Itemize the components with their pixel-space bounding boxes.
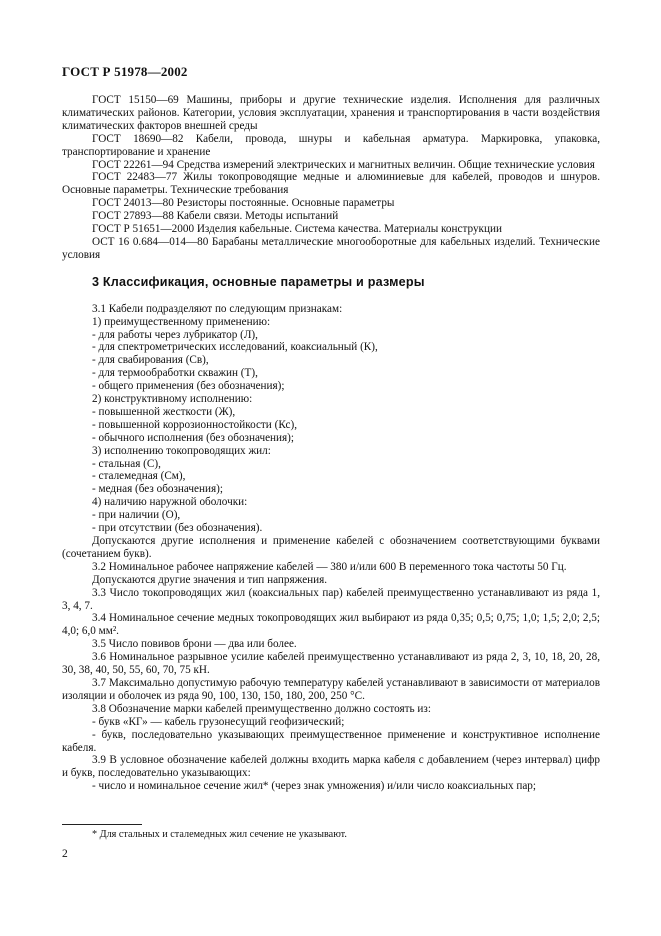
clause-3-8: 3.8 Обозначение марки кабелей преимущественно должно состоять из: bbox=[92, 702, 431, 715]
footnote: * Для стальных и сталемедных жил сечение не указывают. bbox=[92, 829, 347, 840]
list-item: - для термообработки скважин (Т), bbox=[92, 367, 258, 380]
group-3-title: 3) исполнению токопроводящих жил: bbox=[92, 444, 271, 457]
reference-item: ГОСТ 22483—77 Жилы токопроводящие медные и алюминиевые для кабелей, проводов и шнуров. Основные параметры. Технические требования bbox=[62, 171, 600, 197]
list-item: - число и номинальное сечение жил* (через знак умножения) и/или число коаксиальных пар; bbox=[92, 780, 537, 793]
section-title: 3 Классификация, основные параметры и размеры bbox=[92, 274, 425, 289]
reference-item: ОСТ 16 0.684—014—80 Барабаны металлические многооборотные для кабельных изделий. Технические условия bbox=[62, 235, 600, 261]
reference-item: ГОСТ Р 51651—2000 Изделия кабельные. Система качества. Материалы конструкции bbox=[92, 223, 502, 236]
list-item: - для работы через лубрикатор (Л), bbox=[92, 328, 258, 341]
clause-3-2-note: Допускаются другие значения и тип напряжения. bbox=[92, 573, 328, 586]
list-item: - для свабирования (Св), bbox=[92, 354, 209, 367]
list-item: - общего применения (без обозначения); bbox=[92, 380, 285, 393]
group-1-title: 1) преимущественному применению: bbox=[92, 315, 271, 328]
list-item: - повышенной коррозионностойкости (Кс), bbox=[92, 418, 297, 431]
clause-3-5: 3.5 Число повивов брони — два или более. bbox=[92, 638, 297, 651]
group-4-title: 4) наличию наружной оболочки: bbox=[92, 496, 248, 509]
list-item: - букв «КГ» — кабель грузонесущий геофизический; bbox=[92, 715, 345, 728]
reference-item: ГОСТ 15150—69 Машины, приборы и другие технические изделия. Исполнения для различных климатических районов. Категории, условия эксплуатации, хранения и транспортирования в части воздействия климатических факторов внешней среды bbox=[62, 94, 600, 132]
page-number: 2 bbox=[62, 848, 68, 860]
reference-item: ГОСТ 18690—82 Кабели, провода, шнуры и кабельная арматура. Маркировка, упаковка, транспортирование и хранение bbox=[62, 132, 600, 158]
list-item: - стальная (С), bbox=[92, 457, 161, 470]
list-item: - при наличии (О), bbox=[92, 509, 181, 522]
list-item: - медная (без обозначения); bbox=[92, 483, 223, 496]
footnote-divider bbox=[62, 824, 142, 825]
clause-3-6: 3.6 Номинальное разрывное усилие кабелей преимущественно устанавливают из ряда 2, 3, 10, 18, 20, 28, 30, 38, 40, 50, 55, 60, 70, 75 кН. bbox=[62, 651, 600, 677]
clause-3-2: 3.2 Номинальное рабочее напряжение кабелей — 380 и/или 600 В переменного тока частоты 50 Гц. bbox=[92, 560, 567, 573]
reference-item: ГОСТ 24013—80 Резисторы постоянные. Основные параметры bbox=[92, 197, 395, 210]
list-item: - сталемедная (См), bbox=[92, 470, 186, 483]
clause-3-4: 3.4 Номинальное сечение медных токопроводящих жил выбирают из ряда 0,35; 0,5; 0,75; 1,0; 1,5; 2,0; 2,5; 4,0; 6,0 мм². bbox=[62, 612, 600, 638]
list-item: - букв, последовательно указывающих преимущественное применение и конструктивное исполнение кабеля. bbox=[62, 728, 600, 754]
list-item: - при отсутствии (без обозначения). bbox=[92, 522, 263, 535]
clause-3-9: 3.9 В условное обозначение кабелей должны входить марка кабеля с добавлением (через интервал) цифр и букв, последовательно указывающих: bbox=[62, 754, 600, 780]
clause-3-1-intro: 3.1 Кабели подразделяют по следующим признакам: bbox=[92, 302, 343, 315]
reference-item: ГОСТ 27893—88 Кабели связи. Методы испытаний bbox=[92, 210, 339, 223]
list-item: - повышенной жесткости (Ж), bbox=[92, 405, 236, 418]
clause-3-7: 3.7 Максимально допустимую рабочую температуру кабелей устанавливают в зависимости от материалов изоляции и оболочек из ряда 90, 100, 130, 150, 180, 200, 250 °С. bbox=[62, 676, 600, 702]
reference-item: ГОСТ 22261—94 Средства измерений электрических и магнитных величин. Общие технические условия bbox=[92, 158, 595, 171]
clause-3-1-note: Допускаются другие исполнения и применение кабелей с обозначением соответствующими буквами (сочетанием букв). bbox=[62, 535, 600, 560]
list-item: - для спектрометрических исследований, коаксиальный (К), bbox=[92, 341, 378, 354]
clause-3-3: 3.3 Число токопроводящих жил (коаксиальных пар) кабелей преимущественно устанавливают из ряда 1, 3, 4, 7. bbox=[62, 586, 600, 612]
group-2-title: 2) конструктивному исполнению: bbox=[92, 393, 253, 406]
list-item: - обычного исполнения (без обозначения); bbox=[92, 431, 295, 444]
document-body bbox=[62, 94, 600, 793]
document-code-header: ГОСТ Р 51978—2002 bbox=[62, 64, 188, 79]
